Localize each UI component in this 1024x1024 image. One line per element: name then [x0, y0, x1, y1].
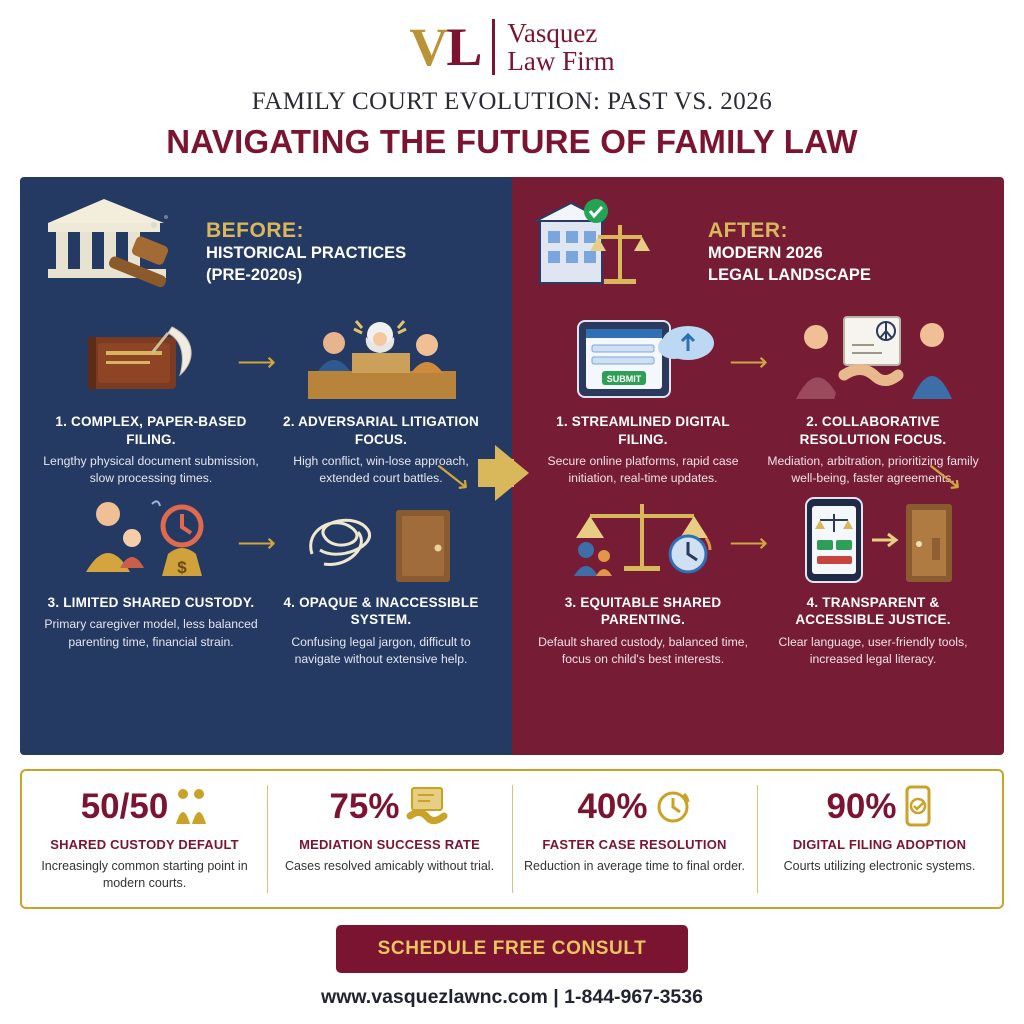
- modern-courthouse-scales-icon: [534, 195, 694, 299]
- arrow-down-right-icon-2: ⟶: [920, 452, 970, 500]
- after-header-text: [708, 195, 871, 287]
- after-panel: [512, 177, 1004, 755]
- before-items-grid: [42, 311, 490, 669]
- stat-2-desc: Cases resolved amicably without trial.: [284, 859, 495, 873]
- before-item-2: [272, 311, 490, 500]
- logo-monogram-l: L: [446, 17, 481, 77]
- stat-1-desc: Increasingly common starting point in modern courts.: [41, 859, 248, 890]
- before-head-line1: HISTORICAL PRACTICES: [206, 244, 407, 262]
- after-item-2-desc: Mediation, arbitration, prioritizing family well-being, faster agreements.: [767, 454, 979, 486]
- tangled-knot-closed-door-icon: [272, 492, 490, 588]
- phone-check-icon: [903, 785, 933, 827]
- two-parents-icon: [174, 786, 208, 826]
- stat-3-top: [522, 783, 747, 829]
- before-panel: [20, 177, 512, 755]
- after-item-4-title: 4. TRANSPARENT & ACCESSIBLE JUSTICE.: [795, 594, 951, 628]
- smartphone-scales-open-door-icon: [764, 492, 982, 588]
- before-item-1: [42, 311, 276, 488]
- balanced-scales-family-clock-icon: [534, 492, 752, 588]
- before-after-comparison: [20, 177, 1004, 755]
- after-item-3-desc: Default shared custody, balanced time, focus on child's best interests.: [538, 634, 748, 667]
- arrow-right-icon-3: ⟶: [729, 347, 768, 377]
- after-item-1-desc: Secure online platforms, rapid case initiation, real-time updates.: [547, 454, 739, 486]
- before-item-2-desc: High conflict, win-lose approach, extended court battles.: [293, 454, 469, 486]
- stat-card-1: [22, 771, 267, 907]
- arrow-right-icon-4: ⟶: [729, 527, 768, 558]
- after-item-3: [534, 492, 768, 669]
- stat-3-desc: Reduction in average time to final order.: [524, 859, 745, 873]
- after-item-1-title: 1. STREAMLINED DIGITAL FILING.: [556, 414, 730, 447]
- arrow-down-right-icon: ⟶: [428, 452, 478, 500]
- after-item-1: [534, 311, 768, 488]
- after-item-2-title: 2. COLLABORATIVE RESOLUTION FOCUS.: [799, 414, 947, 447]
- clock-arrow-icon: [654, 787, 692, 825]
- stat-4-label: DIGITAL FILING ADOPTION: [792, 837, 967, 852]
- logo-name-line2: Law Firm: [507, 46, 615, 76]
- schedule-consult-button[interactable]: SCHEDULE FREE CONSULT: [336, 925, 689, 973]
- before-item-2-title: 2. ADVERSARIAL LITIGATION FOCUS.: [282, 414, 479, 447]
- handshake-document-icon: [406, 786, 450, 826]
- cta-row: [20, 925, 1004, 973]
- stat-1-label: SHARED CUSTODY DEFAULT: [50, 837, 239, 852]
- contact-footer: www.vasquezlawnc.com | 1-844-967-3536: [321, 986, 703, 1008]
- stat-3-value: 40%: [577, 786, 648, 826]
- before-header-text: [206, 195, 406, 287]
- page-subtitle: FAMILY COURT EVOLUTION: PAST VS. 2026: [251, 88, 773, 115]
- before-item-3-desc: Primary caregiver model, less balanced parenting time, financial strain.: [44, 617, 258, 649]
- transition-arrow-icon: [495, 445, 529, 501]
- logo-name-line1: Vasquez: [507, 17, 598, 48]
- before-item-4: [272, 492, 490, 669]
- stat-4-desc: Courts utilizing electronic systems.: [783, 859, 976, 873]
- after-head-line1: MODERN 2026: [708, 244, 823, 262]
- stat-3-label: FASTER CASE RESOLUTION: [542, 837, 727, 852]
- stat-card-2: [267, 771, 512, 907]
- after-item-4-desc: Clear language, user-friendly tools, increased legal literacy.: [778, 634, 968, 667]
- before-item-4-title: 4. OPAQUE & INACCESSIBLE SYSTEM.: [283, 594, 479, 628]
- logo-divider: [492, 19, 495, 75]
- after-kicker: AFTER:: [708, 219, 788, 242]
- stat-4-top: [767, 783, 992, 829]
- svg-text:$: $: [176, 557, 187, 577]
- logo-monogram: [409, 17, 481, 77]
- stats-bar: [20, 769, 1004, 909]
- stat-card-4: [757, 771, 1002, 907]
- brand-logo: [20, 0, 1004, 77]
- after-items-grid: [534, 311, 982, 669]
- parent-child-clock-money-icon: [42, 492, 260, 588]
- submit-button-label: SUBMIT: [606, 374, 641, 384]
- before-item-3-title: 3. LIMITED SHARED CUSTODY.: [47, 594, 255, 610]
- before-item-3: [42, 492, 276, 669]
- logo-monogram-v: V: [409, 17, 447, 77]
- tablet-cloud-upload-icon: [534, 311, 752, 407]
- before-kicker: BEFORE:: [206, 219, 304, 242]
- arrow-right-icon-2: ⟶: [237, 527, 276, 558]
- after-item-3-title: 3. EQUITABLE SHARED PARENTING.: [564, 594, 722, 628]
- page-title: NAVIGATING THE FUTURE OF FAMILY LAW: [166, 123, 858, 160]
- after-panel-header: [534, 195, 982, 307]
- before-panel-header: [42, 195, 490, 307]
- after-item-2: [764, 311, 982, 500]
- courtroom-argument-icon: [272, 311, 490, 407]
- arrow-right-icon: ⟶: [237, 347, 276, 377]
- stat-2-label: MEDIATION SUCCESS RATE: [299, 837, 480, 852]
- before-item-1-title: 1. COMPLEX, PAPER-BASED FILING.: [55, 414, 247, 447]
- after-head-line2: LEGAL LANDSCAPE: [708, 265, 871, 284]
- courthouse-gavel-icon: [42, 195, 192, 295]
- stat-2-value: 75%: [329, 786, 400, 826]
- before-item-4-desc: Confusing legal jargon, difficult to navigate without extensive help.: [291, 634, 471, 667]
- stat-card-3: [512, 771, 757, 907]
- stat-4-value: 90%: [826, 786, 897, 826]
- after-item-4: [764, 492, 982, 669]
- logo-wordmark: [507, 19, 614, 76]
- before-item-1-desc: Lengthy physical document submission, slow processing times.: [43, 454, 259, 486]
- handshake-peace-agreement-icon: [764, 311, 982, 407]
- stat-1-top: [32, 783, 257, 829]
- stat-1-value: 50/50: [80, 786, 169, 826]
- law-book-quill-icon: [42, 311, 260, 407]
- stat-2-top: [277, 783, 502, 829]
- before-head-line2: (PRE-2020s): [206, 265, 303, 284]
